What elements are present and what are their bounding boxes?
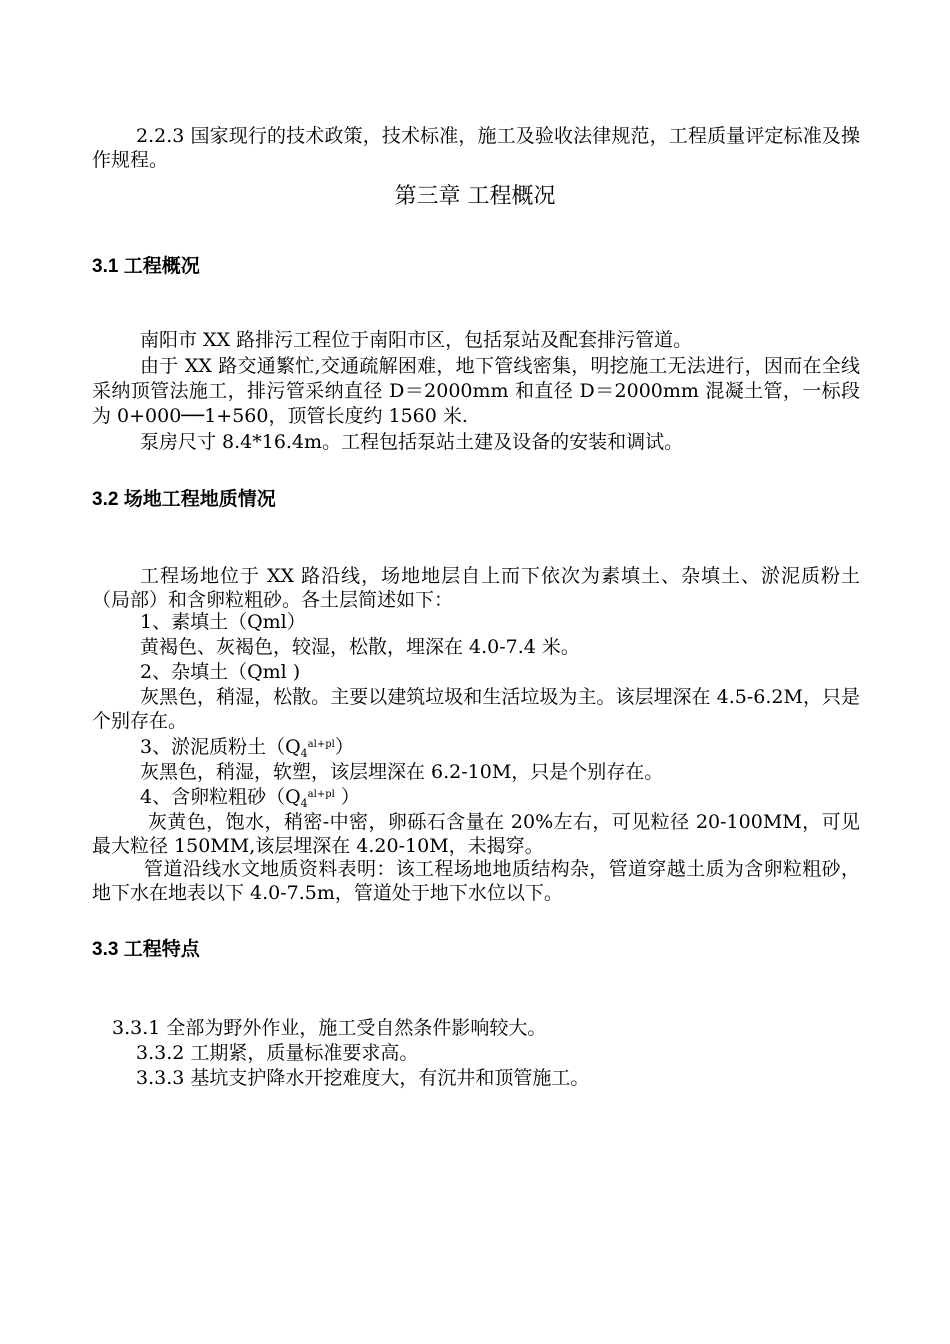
layer-1-desc: 黄褐色、灰褐色，较湿，松散，埋深在 4.0-7.4 米。 xyxy=(140,636,580,658)
layer-1-title: 1、素填土（Qml） xyxy=(140,611,306,633)
s3-2-hydro: 管道沿线水文地质资料表明：该工程场地地质结构杂，管道穿越土质为含卵粒粗砂，地下水在地表以下 4.0-7.5m，管道处于地下水位以下。 xyxy=(92,858,860,904)
s3-1-para-1: 南阳市 XX 路排污工程位于南阳市区，包括泵站及配套排污管道。 xyxy=(140,329,693,351)
section-3-3-heading: 3.3 工程特点 xyxy=(92,939,200,960)
s3-3-item-1: 3.3.1 全部为野外作业，施工受自然条件影响较大。 xyxy=(112,1017,547,1039)
section-3-2-heading: 3.2 场地工程地质情况 xyxy=(92,489,276,510)
layer-4-desc: 灰黄色，饱水，稍密-中密，卵砾石含量在 20%左右，可见粒径 20-100MM，可见最大粒径 150MM,该层埋深在 4.20-10M，未揭穿。 xyxy=(92,811,860,857)
section-2-2-3-paragraph: 2.2.3 国家现行的技术政策，技术标准，施工及验收法律规范，工程质量评定标准及操作规程。 xyxy=(92,125,860,171)
layer-2-desc: 灰黑色，稍湿，松散。主要以建筑垃圾和生活垃圾为主。该层埋深在 4.5-6.2M，只是个别存在。 xyxy=(92,686,860,732)
layer-3-desc: 灰黑色，稍湿，软塑，该层埋深在 6.2-10M，只是个别存在。 xyxy=(140,761,664,783)
s3-2-intro: 工程场地位于 XX 路沿线，场地地层自上而下依次为素填土、杂填土、淤泥质粉土（局部）和含卵粒粗砂。各土层简述如下： xyxy=(92,565,860,611)
s3-3-item-3: 3.3.3 基坑支护降水开挖难度大，有沉井和顶管施工。 xyxy=(136,1067,590,1089)
s3-3-item-2: 3.3.2 工期紧，质量标准要求高。 xyxy=(136,1042,419,1064)
chapter-title: 第三章 工程概况 xyxy=(394,184,556,209)
s3-1-para-2: 由于 XX 路交通繁忙,交通疏解困难，地下管线密集，明挖施工无法进行，因而在全线采纳顶管法施工，排污管采纳直径 D＝2000mm 和直径 D＝2000mm 混凝土管，一标段为 0+000──1+560，顶管长度约 1560 米. xyxy=(92,355,860,427)
layer-3-title: 3、淤泥质粉土$(Q_4^{al+pl})$ xyxy=(140,736,354,760)
layer-4-title: 4、含卵粒粗砂（$Q_4^{al+pl}$ ） xyxy=(140,786,360,810)
s3-1-para-3: 泵房尺寸 8.4*16.4m。工程包括泵站土建及设备的安装和调试。 xyxy=(140,431,684,453)
layer-2-title: 2、杂填土（Qml ) xyxy=(140,661,301,683)
section-3-1-heading: 3.1 工程概况 xyxy=(92,256,200,277)
